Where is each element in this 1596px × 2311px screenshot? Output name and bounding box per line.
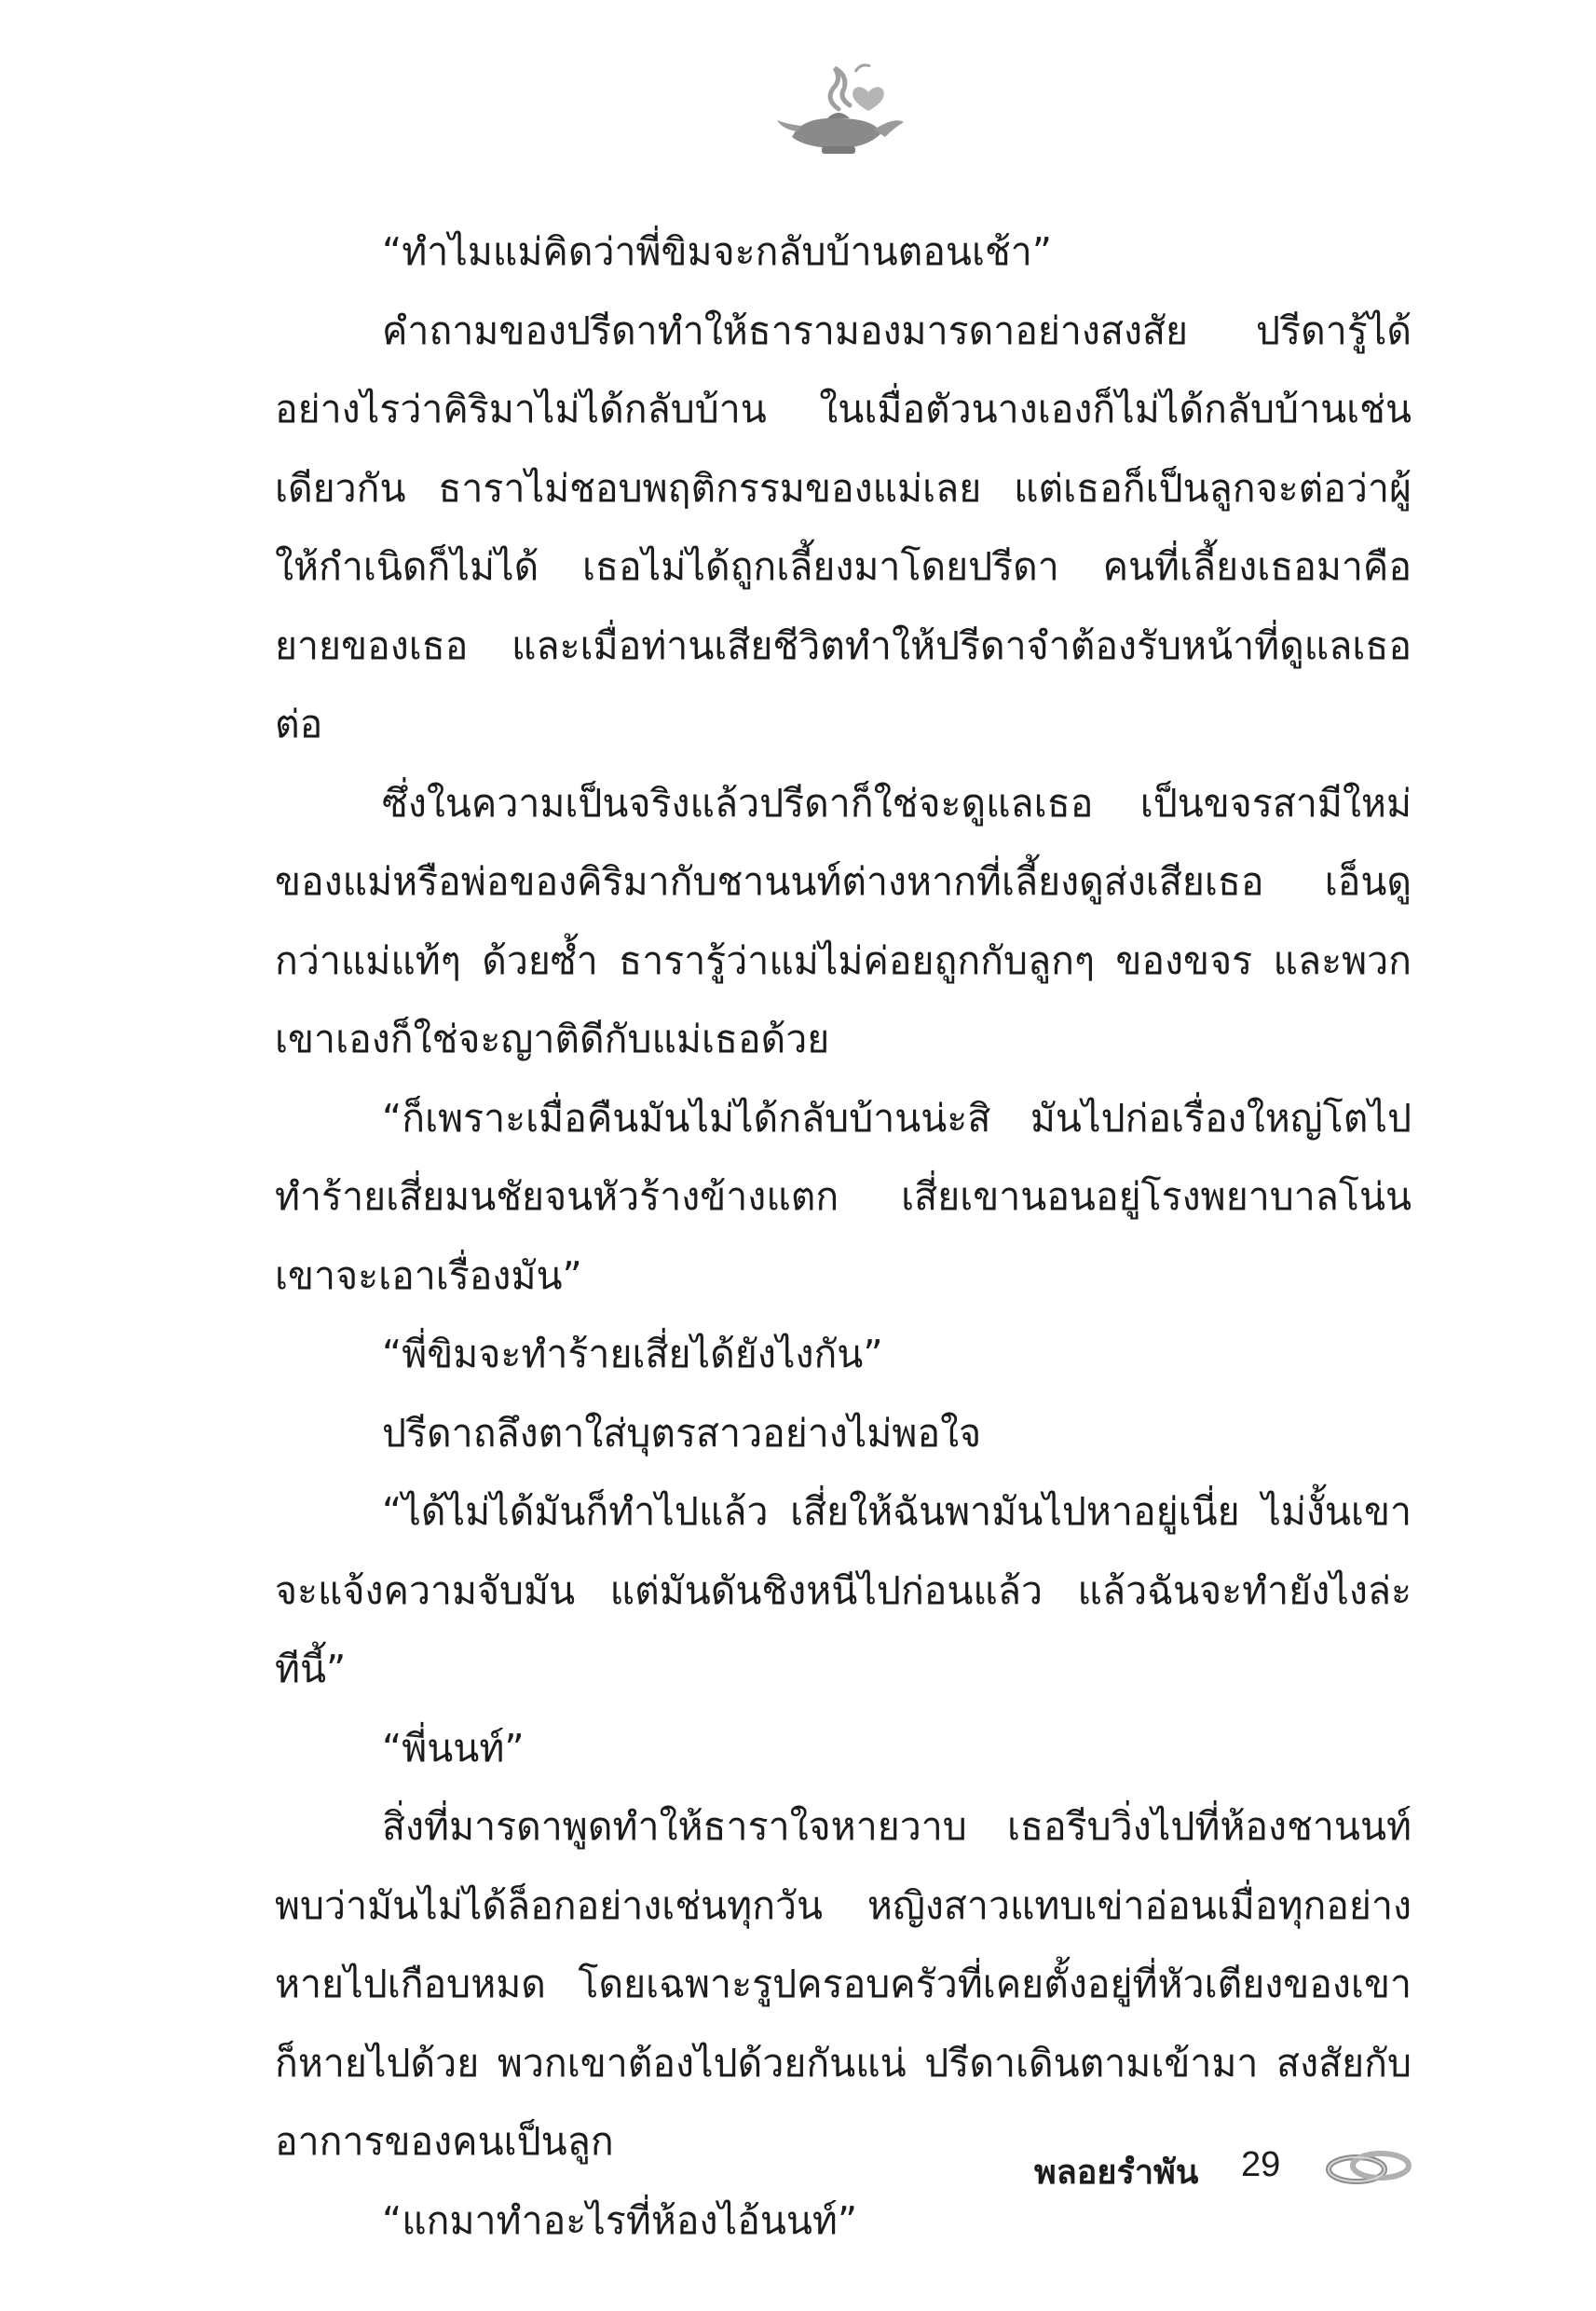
paragraph: ซึ่งในความเป็นจริงแล้วปรีดาก็ใช่จะดูแลเธอ เป็นขจรสามีใหม่ของแม่หรือพ่อของคิริมากับชานนท์ต่างหากที่เลี้ยงดูส่งเสียเธอ เอ็นดูกว่าแม่แท้ๆ ด้วยซ้ำ ธารารู้ว่าแม่ไม่ค่อยถูกกับลูกๆ ของขจร และพวกเขาเองก็ใช่จะญาติดีกับแม่เธอด้วย xyxy=(275,780,1412,1061)
genie-lamp-icon xyxy=(764,51,913,163)
paragraph: “พี่นนท์” xyxy=(382,1725,525,1771)
book-title: พลอยรำพัน xyxy=(1034,2154,1199,2192)
paragraph: “พี่ขิมจะทำร้ายเสี่ยได้ยังไงกัน” xyxy=(382,1332,883,1376)
paragraph: ปรีดาถลึงตาใส่บุตรสาวอย่างไม่พอใจ xyxy=(382,1410,982,1456)
paragraph: คำถามของปรีดาทำให้ธารามองมารดาอย่างสงสัย ปรีดารู้ได้อย่างไรว่าคิริมาไม่ได้กลับบ้าน ในเมื่อตัวนางเองก็ไม่ได้กลับบ้านเช่นเดียวกัน ธาราไม่ชอบพฤติกรรมของแม่เลย แต่เธอก็เป็นลูกจะต่อว่าผู้ให้กำเนิดก็ไม่ได้ เธอไม่ได้ถูกเลี้ยงมาโดยปรีดา คนที่เลี้ยงเธอมาคือยายของเธอ และเมื่อท่านเสียชีวิตทำให้ปรีดาจำต้องรับหน้าที่ดูแลเธอต่อ xyxy=(275,308,1412,746)
paragraph: “ก็เพราะเมื่อคืนมันไม่ได้กลับบ้านน่ะสิ มันไปก่อเรื่องใหญ่โตไปทำร้ายเสี่ยมนชัยจนหัวร้างข้างแตก เสี่ยเขานอนอยู่โรงพยาบาลโน่นเขาจะเอาเรื่องมัน” xyxy=(275,1095,1412,1298)
body-text xyxy=(275,212,1412,2260)
page-number: 29 xyxy=(1241,2145,1281,2184)
page-footer xyxy=(1034,2134,1425,2199)
paragraph: “ได้ไม่ได้มันก็ทำไปแล้ว เสี่ยให้ฉันพามันไปหาอยู่เนี่ย ไม่งั้นเขาจะแจ้งความจับมัน แต่มันดันชิงหนีไปก่อนแล้ว แล้วฉันจะทำยังไงล่ะทีนี้” xyxy=(275,1489,1412,1691)
paragraph: “ทำไมแม่คิดว่าพี่ขิมจะกลับบ้านตอนเช้า” xyxy=(382,229,1053,274)
paragraph: สิ่งที่มารดาพูดทำให้ธาราใจหายวาบ เธอรีบวิ่งไปที่ห้องชานนท์พบว่ามันไม่ได้ล็อกอย่างเช่นทุกวัน หญิงสาวแทบเข่าอ่อนเมื่อทุกอย่างหายไปเกือบหมด โดยเฉพาะรูปครอบครัวที่เคยตั้งอยู่ที่หัวเตียงของเขาก็หายไปด้วย พวกเขาต้องไปด้วยกันแน่ ปรีดาเดินตามเข้ามา สงสัยกับอาการของคนเป็นลูก xyxy=(275,1804,1412,2164)
paragraph: “แกมาทำอะไรที่ห้องไอ้นนท์” xyxy=(382,2197,858,2243)
wedding-rings-icon xyxy=(1323,2145,1416,2188)
